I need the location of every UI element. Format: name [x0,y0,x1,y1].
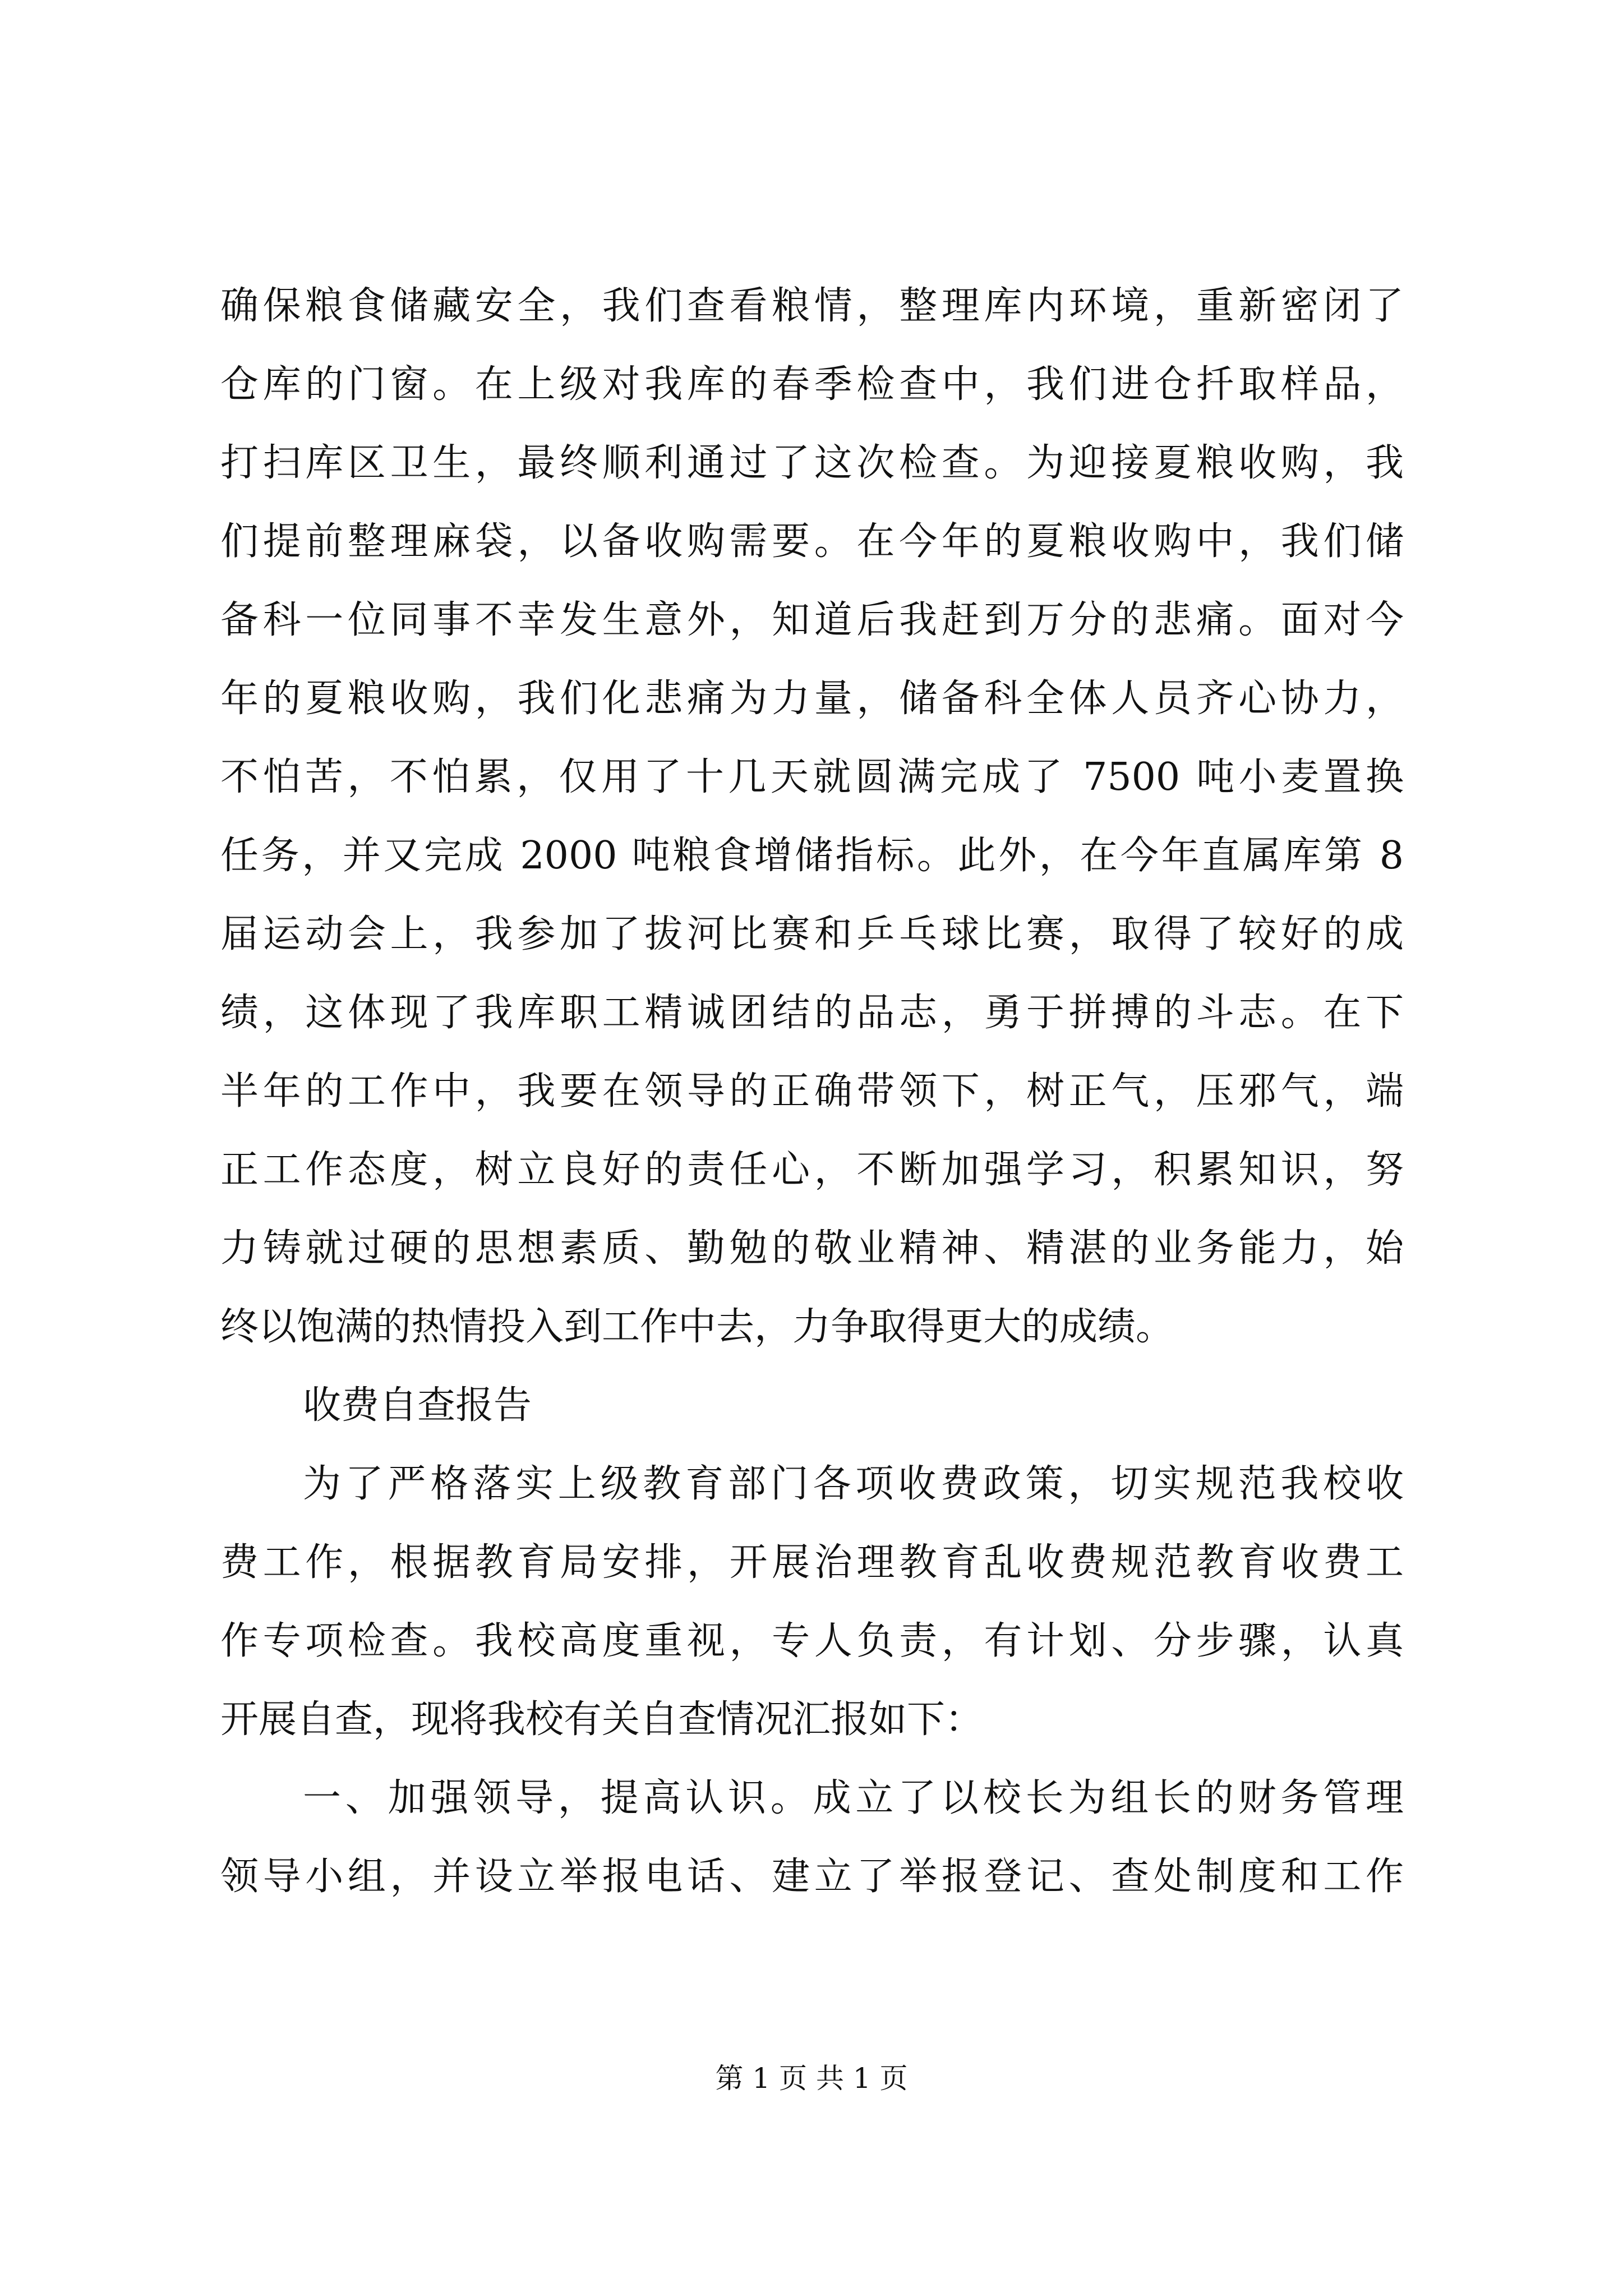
body-text-line: 半年的工作中，我要在领导的正确带领下，树正气，压邪气，端 [220,1069,1404,1114]
section-heading: 收费自查报告 [303,1383,532,1428]
body-text-line: 年的夏粮收购，我们化悲痛为力量，储备科全体人员齐心协力， [220,677,1404,721]
body-text-line: 届运动会上，我参加了拔河比赛和乒乓球比赛，取得了较好的成 [220,912,1404,956]
body-text-line: 一、加强领导，提高认识。成立了以校长为组长的财务管理 [303,1776,1404,1820]
body-text-line: 绩，这体现了我库职工精诚团结的品志，勇于拼搏的斗志。在下 [220,991,1404,1035]
body-text-line: 备科一位同事不幸发生意外，知道后我赶到万分的悲痛。面对今 [220,598,1404,642]
body-text-line: 为了严格落实上级教育部门各项收费政策，切实规范我校收 [303,1462,1404,1506]
body-text-line: 不怕苦，不怕累，仅用了十几天就圆满完成了 7500 吨小麦置换 [220,755,1404,799]
body-text-line: 正工作态度，树立良好的责任心，不断加强学习，积累知识，努 [220,1148,1404,1192]
body-text-line: 仓库的门窗。在上级对我库的春季检查中，我们进仓扦取样品， [220,362,1404,407]
body-text-line: 费工作，根据教育局安排，开展治理教育乱收费规范教育收费工 [220,1540,1404,1585]
body-text-line: 们提前整理麻袋，以备收购需要。在今年的夏粮收购中，我们储 [220,519,1404,564]
body-text-line: 领导小组，并设立举报电话、建立了举报登记、查处制度和工作 [220,1855,1404,1899]
body-text-line: 终以饱满的热情投入到工作中去，力争取得更大的成绩。 [220,1305,1174,1349]
body-text-line: 任务，并又完成 2000 吨粮食增储指标。此外，在今年直属库第 8 [220,834,1404,878]
body-text-line: 确保粮食储藏安全，我们查看粮情，整理库内环境，重新密闭了 [220,284,1404,328]
body-text-line: 开展自查，现将我校有关自查情况汇报如下： [220,1697,984,1742]
body-text-line: 力铸就过硬的思想素质、勤勉的敬业精神、精湛的业务能力，始 [220,1226,1404,1271]
body-text-line: 作专项检查。我校高度重视，专人负责，有计划、分步骤，认真 [220,1619,1404,1663]
page-footer: 第 1 页 共 1 页 [715,2062,908,2095]
body-text-line: 打扫库区卫生，最终顺利通过了这次检查。为迎接夏粮收购，我 [220,441,1404,485]
